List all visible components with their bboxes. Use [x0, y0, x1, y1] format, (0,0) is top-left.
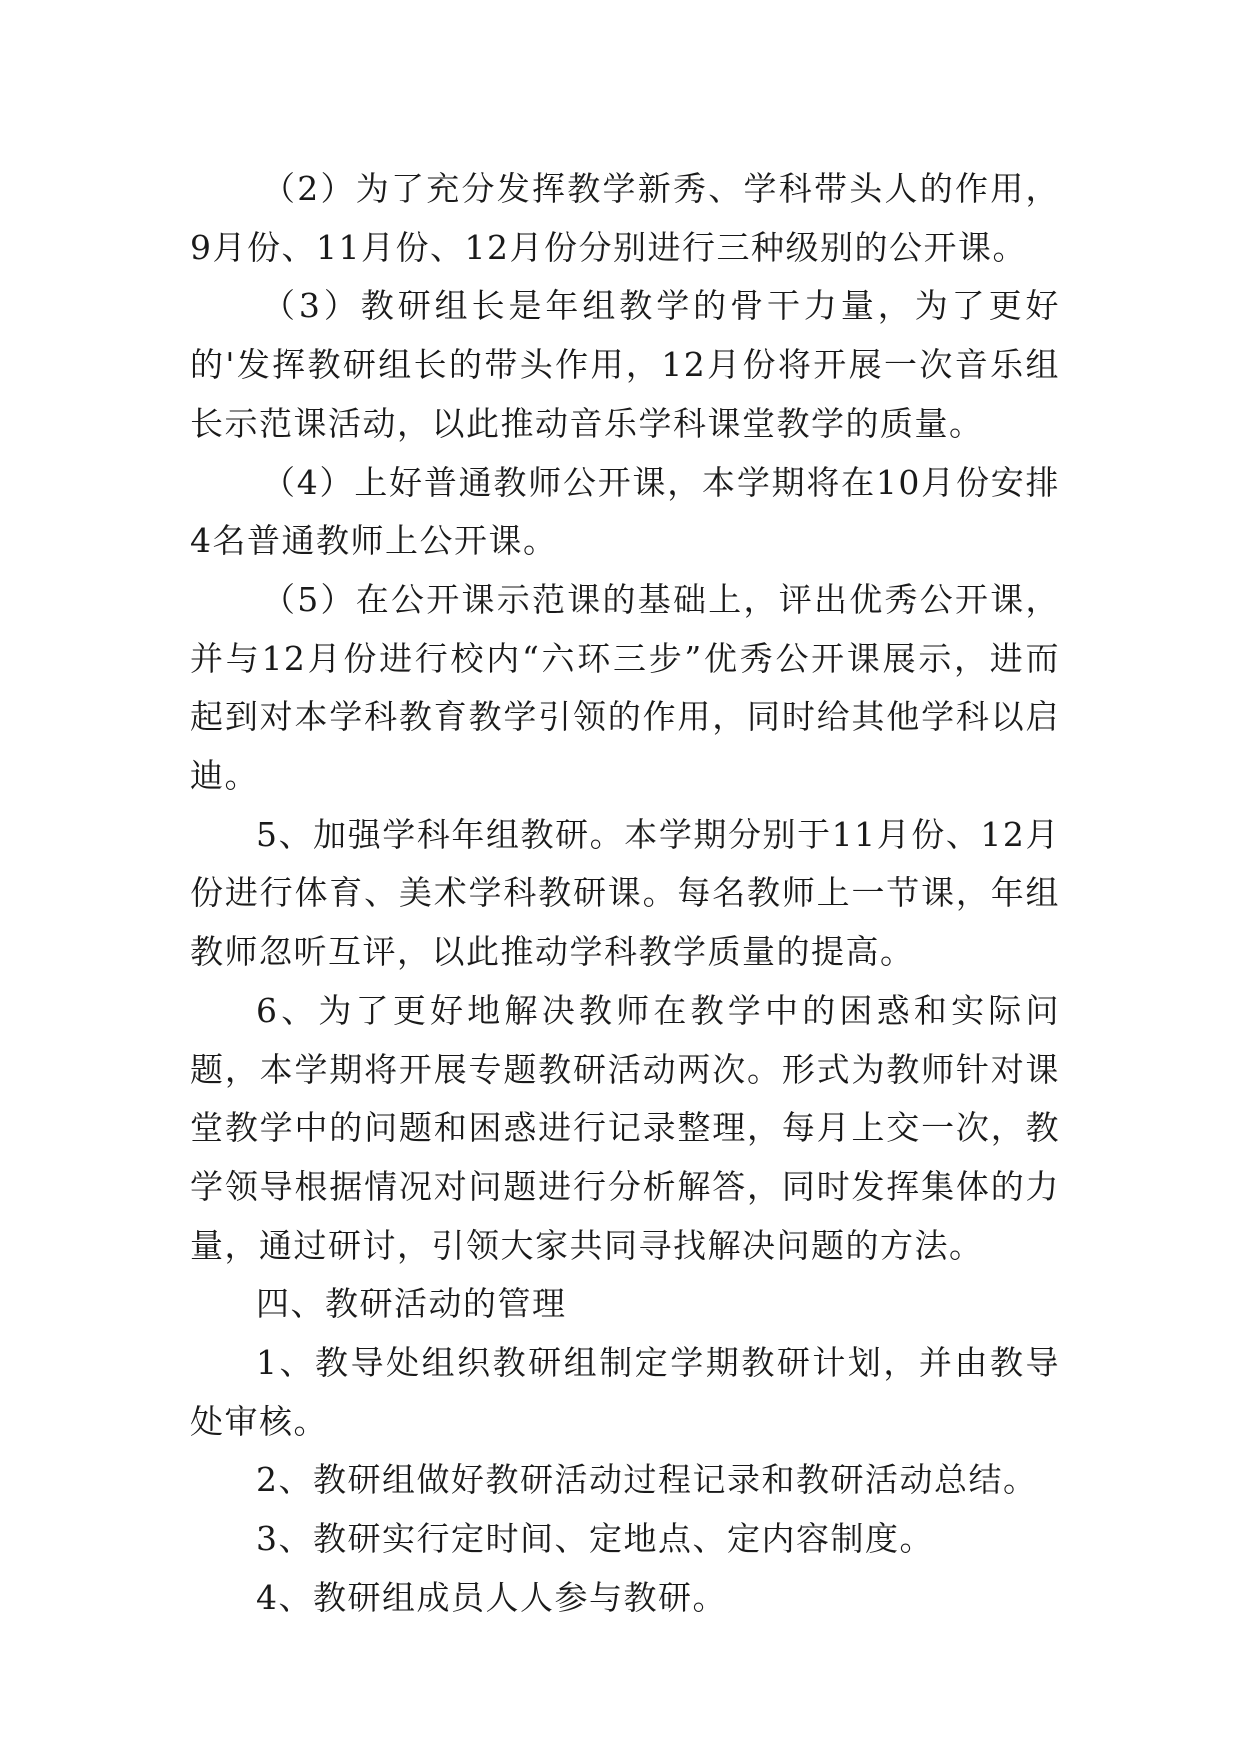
paragraph-open-class-levels: （2）为了充分发挥教学新秀、学科带头人的作用，9月份、11月份、12月份分别进行三种级别的公开课。	[190, 169, 1060, 267]
section-heading-management: 四、教研活动的管理	[256, 1284, 567, 1324]
document-body	[190, 160, 1060, 1628]
paragraph-group-leader-demo: （3）教研组长是年组教学的骨干力量，为了更好的'发挥教研组长的带头作用，12月份将开展一次音乐组长示范课活动，以此推动音乐学科课堂教学的质量。	[190, 286, 1060, 443]
paragraph-management-4: 4、教研组成员人人参与教研。	[256, 1577, 727, 1617]
paragraph-ordinary-teacher-class: （4）上好普通教师公开课，本学期将在10月份安排4名普通教师上公开课。	[190, 462, 1060, 561]
paragraph-special-research: 6、为了更好地解决教师在教学中的困惑和实际问题，本学期将开展专题教研活动两次。形式为教师针对课堂教学中的问题和困惑进行记录整理，每月上交一次，教学领导根据情况对问题进行分析解答，同时发挥集体的力量，通过研讨，引领大家共同寻找解决问题的方法。	[190, 990, 1060, 1265]
paragraph-management-2: 2、教研组做好教研活动过程记录和教研活动总结。	[256, 1460, 1038, 1500]
paragraph-management-1: 1、教导处组织教研组制定学期教研计划，并由教导处审核。	[190, 1343, 1060, 1441]
paragraph-excellent-open-class: （5）在公开课示范课的基础上，评出优秀公开课，并与12月份进行校内“六环三步”优秀公开课展示，进而起到对本学科教育教学引领的作用，同时给其他学科以启迪。	[190, 579, 1060, 796]
paragraph-management-3: 3、教研实行定时间、定地点、定内容制度。	[256, 1519, 934, 1559]
paragraph-grade-research: 5、加强学科年组教研。本学期分别于11月份、12月份进行体育、美术学科教研课。每名教师上一节课，年组教师忽听互评，以此推动学科教学质量的提高。	[190, 814, 1060, 972]
